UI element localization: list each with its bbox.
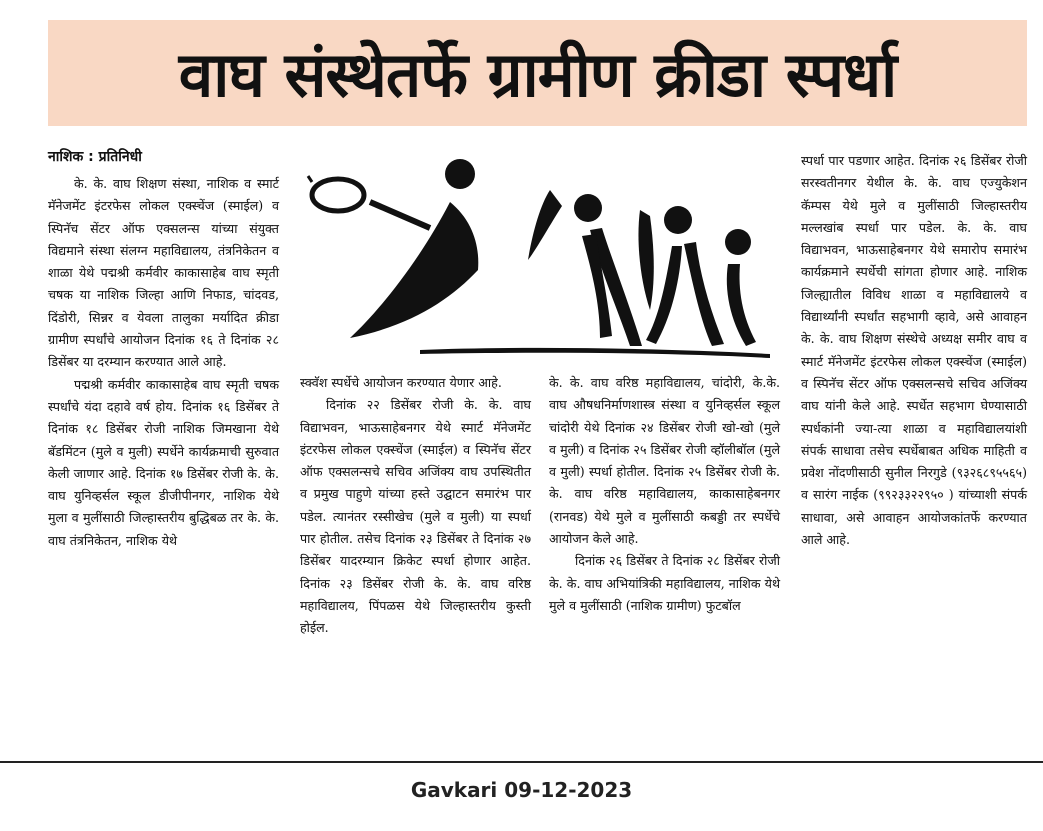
paragraph: स्क्वॅश स्पर्धेचे आयोजन करण्यात येणार आहे.	[300, 375, 502, 390]
article-column-2	[300, 372, 531, 640]
paragraph: दिनांक २६ डिसेंबर ते दिनांक २८ डिसेंबर रोजी के. के. वाघ अभियांत्रिकी महाविद्यालय, नाशिक येथे मुले व मुलींसाठी (नाशिक ग्रामीण) फुटबॉल	[549, 553, 780, 613]
paragraph: स्पर्धा पार पडणार आहेत. दिनांक २६ डिसेंबर रोजी सरस्वतीनगर येथील के. के. वाघ एज्युकेशन कॅम्पस येथे मुले व मुलींसाठी जिल्हास्तरीय मल्लखांब स्पर्धा पार पडेल. के. के. वाघ विद्याभवन, भाऊसाहेबनगर येथे समारोप समारंभ कार्यक्रमाने स्पर्धेची सांगता होणार आहे. नाशिक जिल्ह्यातील विविध शाळा व महाविद्यालये व विद्यार्थ्यांनी स्पर्धांत सहभागी व्हावे, असे आवाहन के. के. वाघ शिक्षण संस्थेचे अध्यक्ष समीर वाघ व स्मार्ट मॅनेजमेंट इंटरफेस लोकल एक्स्चेंज (स्माईल) व स्पिनॅच सेंटर ऑफ एक्सलन्सचे सचिव अजिंक्य वाघ यांनी केले आहे. स्पर्धेत सहभाग घेण्यासाठी स्पर्धकांनी ज्या-त्या शाळा व महाविद्यालयांशी संपर्क साधावा तसेच स्पर्धेबाबत अधिक माहिती व प्रवेश नोंदणीसाठी सुनील निरगुडे (९३२६८९५५६५) व सारंग नाईक (९९२३३२२९५० ) यांच्याशी संपर्क साधावा, असे आवाहन आयोजकांतर्फे करण्यात आले आहे.	[801, 153, 1027, 548]
runner-icon	[528, 190, 642, 346]
badminton-player-icon	[308, 159, 478, 338]
paragraph: के. के. वाघ वरिष्ठ महाविद्यालय, चांदोरी, के.के. वाघ औषधनिर्माणशास्त्र संस्था व युनिव्हर्सल स्कूल चांदोरी येथे दिनांक २४ डिसेंबर रोजी खो-खो (मुले व मुली) व दिनांक २५ डिसेंबर रोजी व्हॉलीबॉल (मुले व मुली) स्पर्धा होतील. दिनांक २५ डिसेंबर रोजी के. के. वाघ वरिष्ठ महाविद्यालय, काकासाहेबनगर (रानवड) येथे मुले व मुलींसाठी कबड्डी तर स्पर्धेचे आयोजन केले आहे.	[549, 375, 780, 547]
headline-banner	[48, 20, 1027, 126]
paragraph: के. के. वाघ शिक्षण संस्था, नाशिक व स्मार्ट मॅनेजमेंट इंटरफेस लोकल एक्स्चेंज (स्माईल) व स्पिनॅच सेंटर ऑफ एक्सलन्स यांच्या संयुक्त विद्यमाने संस्था संलग्न महाविद्यालय, तंत्रनिकेतन व शाळा येथे पद्मश्री कर्मवीर काकासाहेब वाघ स्मृती चषक या नाशिक जिल्हा आणि निफाड, चांदवड, दिंडोरी, सिन्नर व येवला तालुका मर्यादित क्रीडा ग्रामीण स्पर्धांचे आयोजन दिनांक १६ ते दिनांक २८ डिसेंबर या दरम्यान करण्यात आले आहे.	[48, 176, 279, 370]
paragraph: पद्मश्री कर्मवीर काकासाहेब वाघ स्मृती चषक स्पर्धांचे यंदा दहावे वर्ष होय. दिनांक १६ डिसेंबर ते दिनांक १८ डिसेंबर रोजी नाशिक जिमखाना येथे बॅडमिंटन (मुले व मुली) स्पर्धेने कार्यक्रमाची सुरुवात केली जाणार आहे. दिनांक १७ डिसेंबर रोजी के. के. वाघ युनिव्हर्सल स्कूल डीजीपीनगर, नाशिक येथे मुला व मुलींसाठी जिल्हास्तरीय बुद्धिबळ तर के. के. वाघ तंत्रनिकेतन, नाशिक येथे	[48, 376, 279, 548]
paragraph: दिनांक २२ डिसेंबर रोजी के. के. वाघ विद्याभवन, भाऊसाहेबनगर येथे स्मार्ट मॅनेजमेंट इंटरफेस लोकल एक्स्चेंज (स्माईल) व स्पिनॅच सेंटर ऑफ एक्सलन्सचे सचिव अजिंक्य वाघ उपस्थितीत व प्रमुख पाहुणे यांच्या हस्ते उद्घाटन समारंभ पार पडेल. त्यानंतर रस्सीखेच (मुले व मुली) या स्पर्धा पार होतील. तसेच दिनांक २३ डिसेंबर ते दिनांक २७ डिसेंबर यादरम्यान क्रिकेट स्पर्धा होणार आहेत. दिनांक २३ डिसेंबर रोजी के. के. वाघ वरिष्ठ महाविद्यालय, पिंपळस येथे जिल्हास्तरीय कुस्ती होईल.	[300, 397, 531, 636]
byline: नाशिक : प्रतिनिधी	[48, 149, 142, 165]
headline: वाघ संस्थेतर्फे ग्रामीण क्रीडा स्पर्धा	[178, 38, 897, 111]
article-column-1	[48, 173, 279, 552]
runner-icon	[638, 206, 724, 346]
sports-pictogram-illustration	[300, 150, 778, 362]
article-column-3	[549, 372, 780, 617]
ground-line	[420, 348, 770, 358]
source-caption: Gavkari 09-12-2023	[410, 778, 633, 802]
article-column-4	[801, 150, 1027, 551]
footer-divider	[0, 761, 1043, 763]
runner-icon	[725, 229, 756, 346]
